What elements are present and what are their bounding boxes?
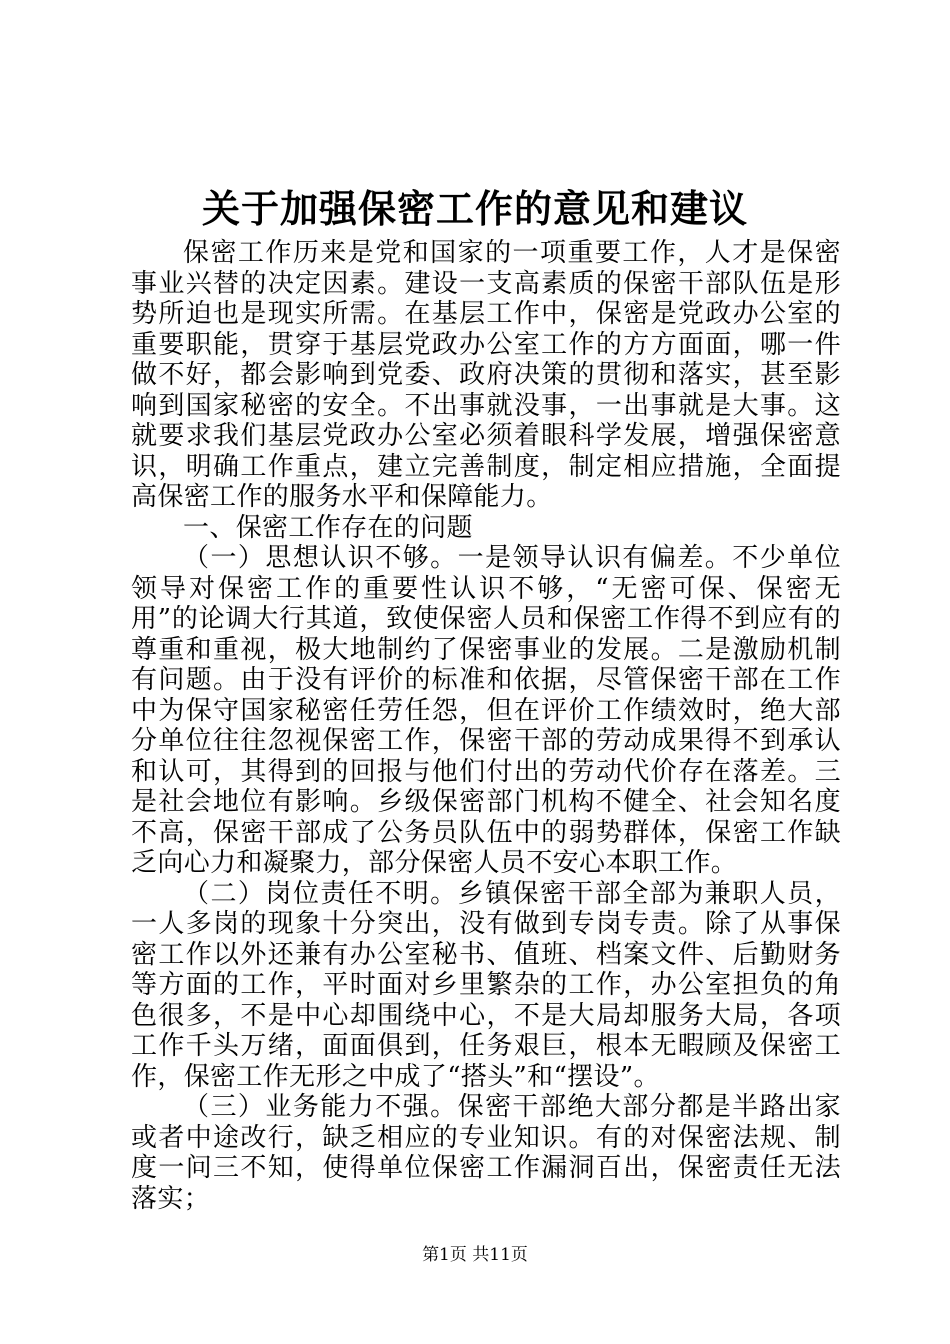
problem-paragraph-2: （二）岗位责任不明。乡镇保密干部全部为兼职人员，一人多岗的现象十分突出，没有做到专岗专责。除了从事保密工作以外还兼有办公室秘书、值班、档案文件、后勤财务等方面的工作，平时面对乡里繁杂的工作，办公室担负的角色很多，不是中心却围绕中心，不是大局却服务大局，各项工作千头万绪，面面俱到，任务艰巨，根本无暇顾及保密工作，保密工作无形之中成了“搭头”和“摆设”。 — [131, 878, 841, 1092]
document-body — [131, 238, 841, 1214]
page-footer: 第1页 共11页 — [422, 1245, 528, 1265]
intro-paragraph: 保密工作历来是党和国家的一项重要工作，人才是保密事业兴替的决定因素。建设一支高素质的保密干部队伍是形势所迫也是现实所需。在基层工作中，保密是党政办公室的重要职能，贯穿于基层党政办公室工作的方方面面，哪一件做不好，都会影响到党委、政府决策的贯彻和落实，甚至影响到国家秘密的安全。不出事就没事，一出事就是大事。这就要求我们基层党政办公室必须着眼科学发展，增强保密意识，明确工作重点，建立完善制度，制定相应措施，全面提高保密工作的服务水平和保障能力。 — [131, 238, 841, 512]
problem-paragraph-3: （三）业务能力不强。保密干部绝大部分都是半路出家或者中途改行，缺乏相应的专业知识。有的对保密法规、制度一问三不知，使得单位保密工作漏洞百出，保密责任无法落实； — [131, 1092, 841, 1214]
section-heading: 一、保密工作存在的问题 — [183, 512, 473, 543]
problem-paragraph-1: （一）思想认识不够。一是领导认识有偏差。不少单位领导对保密工作的重要性认识不够，“无密可保、保密无用”的论调大行其道，致使保密人员和保密工作得不到应有的尊重和重视，极大地制约了保密事业的发展。二是激励机制有问题。由于没有评价的标准和依据，尽管保密干部在工作中为保守国家秘密任劳任怨，但在评价工作绩效时，绝大部分单位往往忽视保密工作，保密干部的劳动成果得不到承认和认可，其得到的回报与他们付出的劳动代价存在落差。三是社会地位有影响。乡级保密部门机构不健全、社会知名度不高，保密干部成了公务员队伍中的弱势群体，保密工作缺乏向心力和凝聚力，部分保密人员不安心本职工作。 — [131, 543, 841, 878]
page-title: 关于加强保密工作的意见和建议 — [201, 186, 748, 231]
